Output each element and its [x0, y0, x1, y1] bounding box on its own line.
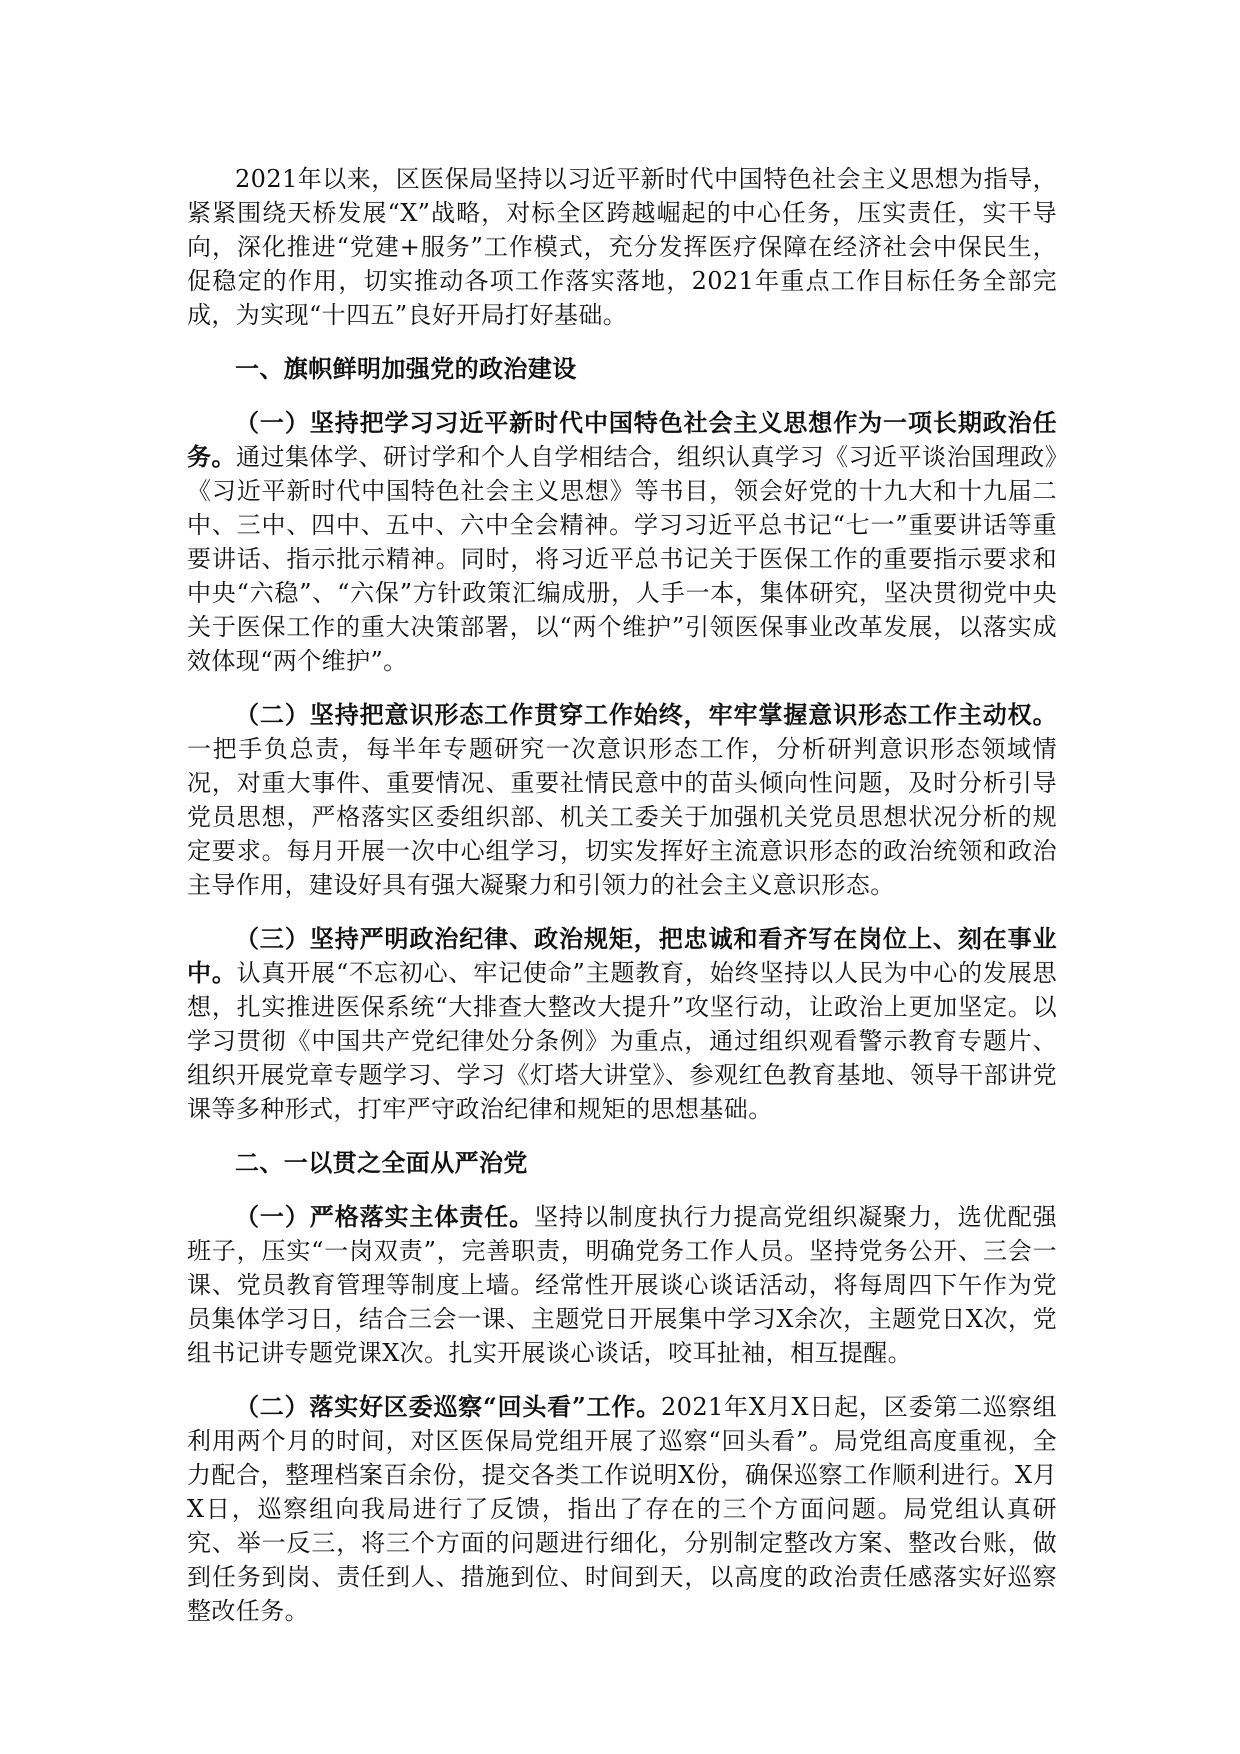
- section-2-item-1: [187, 1200, 1057, 1370]
- section-1-item-2: [187, 698, 1057, 902]
- section-1-item-1-lead: （一）坚持把学习习近平新时代中国特色社会主义思想作为一项长期政治任务。: [187, 408, 1057, 471]
- section-1-item-3: [187, 922, 1057, 1126]
- section-2-item-1-lead: （一）严格落实主体责任。: [235, 1202, 535, 1231]
- section-2-item-2-body: 2021年X月X日起，区委第二巡察组利用两个月的时间，对区医保局党组开展了巡察“回头看”。局党组高度重视，全力配合，整理档案百余份，提交各类工作说明X份，确保巡察工作顺利进行。X月X日，巡察组向我局进行了反馈，指出了存在的三个方面问题。局党组认真研究、举一反三，将三个方面的问题进行细化，分别制定整改方案、整改台账，做到任务到岗、责任到人、措施到位、时间到天，以高度的政治责任感落实好巡察整改任务。: [187, 1393, 1058, 1625]
- intro-paragraph: 2021年以来，区医保局坚持以习近平新时代中国特色社会主义思想为指导，紧紧围绕天桥发展“X”战略，对标全区跨越崛起的中心任务，压实责任，实干导向，深化推进“党建+服务”工作模式，充分发挥医疗保障在经济社会中保民生，促稳定的作用，切实推动各项工作落实落地，2021年重点工作目标任务全部完成，为实现“十四五”良好开局打好基础。: [187, 165, 1057, 329]
- section-2-item-2: [187, 1390, 1057, 1628]
- section-1-item-2-body: 一把手负总责，每半年专题研究一次意识形态工作，分析研判意识形态领域情况，对重大事件、重要情况、重要社情民意中的苗头倾向性问题，及时分析引导党员思想，严格落实区委组织部、机关工委关于加强机关党员思想状况分析的规定要求。每月开展一次中心组学习，切实发挥好主流意识形态的政治统领和政治主导作用，建设好具有强大凝聚力和引领力的社会主义意识形态。: [187, 735, 1057, 899]
- section-1-item-3-body: 认真开展“不忘初心、牢记使命”主题教育，始终坚持以人民为中心的发展思想，扎实推进医保系统“大排查大整改大提升”攻坚行动，让政治上更加坚定。以学习贯彻《中国共产党纪律处分条例》为重点，通过组织观看警示教育专题片、组织开展党章专题学习、学习《灯塔大讲堂》、参观红色教育基地、领导干部讲党课等多种形式，打牢严守政治纪律和规矩的思想基础。: [187, 959, 1057, 1123]
- section-1-item-2-lead: （二）坚持把意识形态工作贯穿工作始终，牢牢掌握意识形态工作主动权。: [235, 700, 1057, 729]
- section-1-item-3-lead: （三）坚持严明政治纪律、政治规矩，把忠诚和看齐写在岗位上、刻在事业中。: [187, 924, 1057, 987]
- section-1-item-1-body: 通过集体学、研讨学和个人自学相结合，组织认真学习《习近平谈治国理政》《习近平新时代中国特色社会主义思想》等书目，领会好党的十九大和十九届二中、三中、四中、五中、六中全会精神。学习习近平总书记“七一”重要讲话等重要讲话、指示批示精神。同时，将习近平总书记关于医保工作的重要指示要求和中央“六稳”、“六保”方针政策汇编成册，人手一本，集体研究，坚决贯彻党中央关于医保工作的重大决策部署，以“两个维护”引领医保事业改革发展，以落实成效体现“两个维护”。: [187, 443, 1057, 675]
- document-page: [187, 162, 1057, 1648]
- section-1-heading: 一、旗帜鲜明加强党的政治建设: [235, 354, 577, 383]
- section-2-item-1-body: 坚持以制度执行力提高党组织凝聚力，选优配强班子，压实“一岗双责”，完善职责，明确党务工作人员。坚持党务公开、三会一课、党员教育管理等制度上墙。经常性开展谈心谈话活动，将每周四下午作为党员集体学习日，结合三会一课、主题党日开展集中学习X余次，主题党日X次，党组书记讲专题党课X次。扎实开展谈心谈话，咬耳扯袖，相互提醒。: [187, 1203, 1057, 1367]
- section-2-item-2-lead: （二）落实好区委巡察“回头看”工作。: [235, 1392, 661, 1421]
- section-2-heading: 二、一以贯之全面从严治党: [235, 1148, 528, 1177]
- section-1-item-1: [187, 406, 1057, 678]
